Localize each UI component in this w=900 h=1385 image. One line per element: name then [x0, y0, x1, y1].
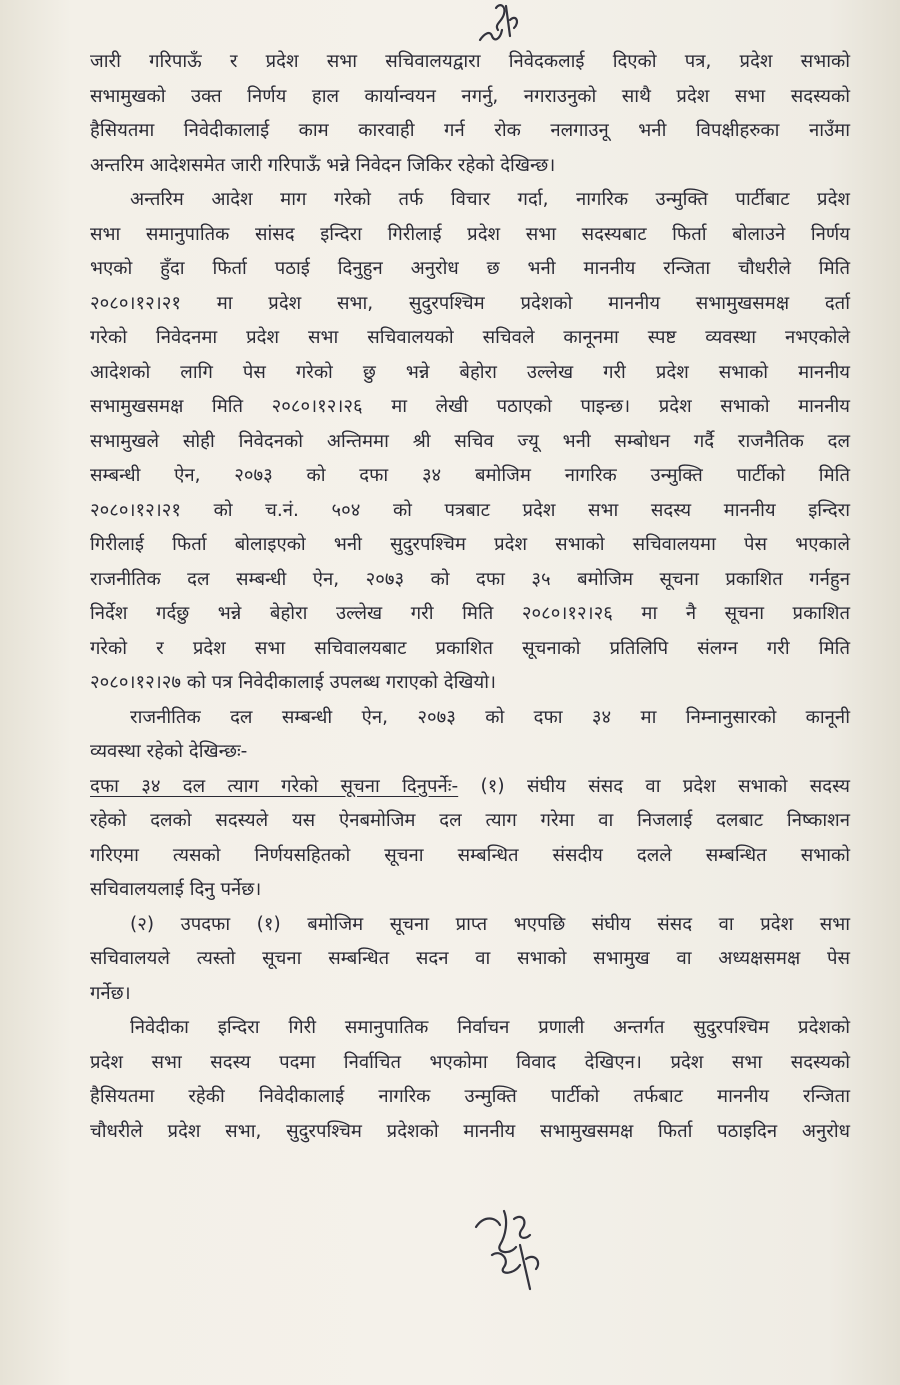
- document-body: [90, 45, 850, 1149]
- text-line: सम्बन्धी ऐन, २०७३ को दफा ३४ बमोजिम नागरिक उन्मुक्ति पार्टीको मिति: [90, 465, 850, 486]
- text-line: आदेशको लागि पेस गरेको छु भन्ने बेहोरा उल्लेख गरी प्रदेश सभाको माननीय: [90, 361, 850, 383]
- text-line: सभा समानुपातिक सांसद इन्दिरा गिरीलाई प्रदेश सभा सदस्यबाट फिर्ता बोलाउने निर्णय: [90, 223, 850, 245]
- text-line: गरेको निवेदनमा प्रदेश सभा सचिवालयको सचिवले कानूनमा स्पष्ट व्यवस्था नभएकोले: [90, 327, 850, 348]
- initials-signature-bottom: [470, 1205, 560, 1295]
- paragraph-1: [90, 45, 850, 183]
- text-line: निर्देश गर्दछु भन्ने बेहोरा उल्लेख गरी मिति २०८०।१२।२६ मा नै सूचना प्रकाशित: [90, 603, 850, 624]
- text-line: अन्तरिम आदेश माग गरेको तर्फ विचार गर्दा, नागरिक उन्मुक्ति पार्टीबाट प्रदेश: [130, 189, 850, 210]
- paragraph-6: [90, 1011, 850, 1149]
- text-line: भएको हुँदा फिर्ता पठाई दिनुहुन अनुरोध छ भनी माननीय रन्जिता चौधरीले मिति: [90, 258, 850, 279]
- section-heading: दफा ३४ दल त्याग गरेको सूचना दिनुपर्नेः-: [90, 775, 459, 797]
- text-line: व्यवस्था रहेको देखिन्छः-: [90, 741, 248, 762]
- text-line: सचिवालयलाई दिनु पर्नेछ।: [90, 879, 262, 900]
- text-line: निवेदीका इन्दिरा गिरी समानुपातिक निर्वाचन प्रणाली अन्तर्गत सुदुरपश्चिम प्रदेशको: [130, 1017, 850, 1038]
- text-line: गरेको र प्रदेश सभा सचिवालयबाट प्रकाशित सूचनाको प्रतिलिपि संलग्न गरी मिति: [90, 637, 850, 659]
- text-line: सभामुखले सोही निवेदनको अन्तिममा श्री सचिव ज्यू भनी सम्बोधन गर्दै राजनैतिक दल: [90, 430, 850, 452]
- text-line: राजनीतिक दल सम्बन्धी ऐन, २०७३ को दफा ३४ मा निम्नानुसारको कानूनी: [130, 706, 850, 728]
- section-34-paragraph: [90, 770, 850, 908]
- text-line: २०८०।१२।२७ को पत्र निवेदीकालाई उपलब्ध गराएको देखियो।: [90, 672, 497, 693]
- text-line: हैसियतमा निवेदीकालाई काम कारवाही गर्न रोक नलगाउनू भनी विपक्षीहरुका नाउँमा: [90, 120, 850, 141]
- text-line: अन्तरिम आदेशसमेत जारी गरिपाऊँ भन्ने निवेदन जिकिर रहेको देखिन्छ।: [90, 154, 556, 176]
- text-line: प्रदेश सभा सदस्य पदमा निर्वाचित भएकोमा विवाद देखिएन। प्रदेश सभा सदस्यको: [90, 1051, 850, 1073]
- text-line: गरिएमा त्यसको निर्णयसहितको सूचना सम्बन्धित संसदीय दलले सम्बन्धित सभाको: [90, 844, 850, 866]
- text-line: सभामुखसमक्ष मिति २०८०।१२।२६ मा लेखी पठाएको पाइन्छ। प्रदेश सभाको माननीय: [90, 396, 850, 417]
- text-line: गिरीलाई फिर्ता बोलाइएको भनी सुदुरपश्चिम प्रदेश सभाको सचिवालयमा पेस भएकाले: [90, 534, 850, 555]
- paragraph-2: [90, 183, 850, 701]
- text-line: २०८०।१२।२१ मा प्रदेश सभा, सुदुरपश्चिम प्रदेशको माननीय सभामुखसमक्ष दर्ता: [90, 292, 850, 314]
- text-line: २०८०।१२।२१ को च.नं. ५०४ को पत्रबाट प्रदेश सभा सदस्य माननीय इन्दिरा: [90, 499, 850, 521]
- text-line: सभामुखको उक्त निर्णय हाल कार्यान्वयन नगर्नु, नगराउनुको साथै प्रदेश सभा सदस्यको: [90, 85, 850, 107]
- text-line: राजनीतिक दल सम्बन्धी ऐन, २०७३ को दफा ३५ बमोजिम सूचना प्रकाशित गर्नहुन: [90, 568, 850, 590]
- text-line: जारी गरिपाऊँ र प्रदेश सभा सचिवालयद्वारा निवेदकलाई दिएको पत्र, प्रदेश सभाको: [90, 51, 850, 72]
- text-line: गर्नेछ।: [90, 982, 131, 1004]
- text-line: हैसियतमा रहेकी निवेदीकालाई नागरिक उन्मुक्ति पार्टीको तर्फबाट माननीय रन्जिता: [90, 1086, 850, 1107]
- text-line: (२) उपदफा (१) बमोजिम सूचना प्राप्त भएपछि संघीय संसद वा प्रदेश सभा: [130, 913, 850, 935]
- text-line: [90, 770, 850, 805]
- subsection-2-paragraph: [90, 908, 850, 1012]
- initials-signature-top: [470, 0, 530, 48]
- paragraph-3: [90, 701, 850, 770]
- text-span: (१) संघीय संसद वा प्रदेश सभाको सदस्य: [480, 775, 851, 797]
- text-line: चौधरीले प्रदेश सभा, सुदुरपश्चिम प्रदेशको माननीय सभामुखसमक्ष फिर्ता पठाइदिन अनुरोध: [90, 1120, 850, 1142]
- text-line: सचिवालयले त्यस्तो सूचना सम्बन्धित सदन वा सभाको सभामुख वा अध्यक्षसमक्ष पेस: [90, 948, 850, 969]
- text-line: रहेको दलको सदस्यले यस ऐनबमोजिम दल त्याग गरेमा वा निजलाई दलबाट निष्काशन: [90, 810, 850, 831]
